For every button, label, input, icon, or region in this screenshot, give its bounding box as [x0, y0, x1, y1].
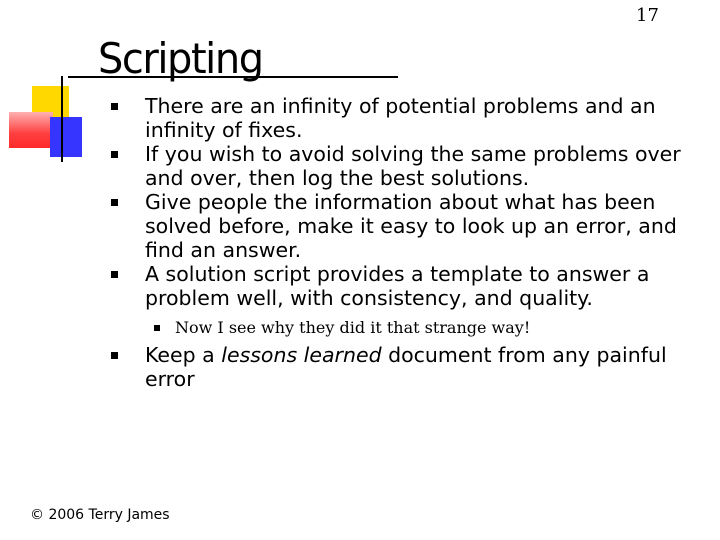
logo-vertical-line [61, 76, 63, 162]
square-bullet-icon [111, 199, 118, 206]
square-bullet-icon [111, 103, 118, 110]
square-bullet-icon [111, 271, 118, 278]
slide-title: Scripting [98, 34, 263, 83]
bullet-text: If you wish to avoid solving the same problems over and over, then log the best solutions. [145, 142, 681, 190]
bullet-text: Give people the information about what has been solved before, make it easy to look up an error, and find an answer. [145, 190, 677, 262]
bullet-text-after: document from any painful error [145, 343, 667, 391]
page-number: 17 [636, 5, 659, 26]
bullet-item [110, 262, 710, 310]
bullet-item [110, 94, 710, 142]
bullet-list [110, 94, 710, 391]
square-bullet-icon [111, 352, 118, 359]
logo-blue-square [50, 117, 82, 157]
copyright-footer: © 2006 Terry James [30, 507, 170, 523]
bullet-item [110, 343, 710, 391]
bullet-item [110, 142, 710, 190]
square-bullet-icon [154, 325, 160, 331]
bullet-text: A solution script provides a template to answer a problem well, with consistency, and quality. [145, 262, 650, 310]
bullet-text-before: Keep a [145, 343, 222, 367]
logo-red-square [9, 112, 53, 148]
bullet-item [110, 190, 710, 262]
square-bullet-icon [111, 151, 118, 158]
sub-bullet-item [110, 317, 710, 339]
bullet-text-emphasis: lessons learned [221, 343, 382, 367]
bullet-text: There are an infinity of potential problems and an infinity of fixes. [145, 94, 656, 142]
sub-bullet-text: Now I see why they did it that strange way! [175, 318, 531, 337]
